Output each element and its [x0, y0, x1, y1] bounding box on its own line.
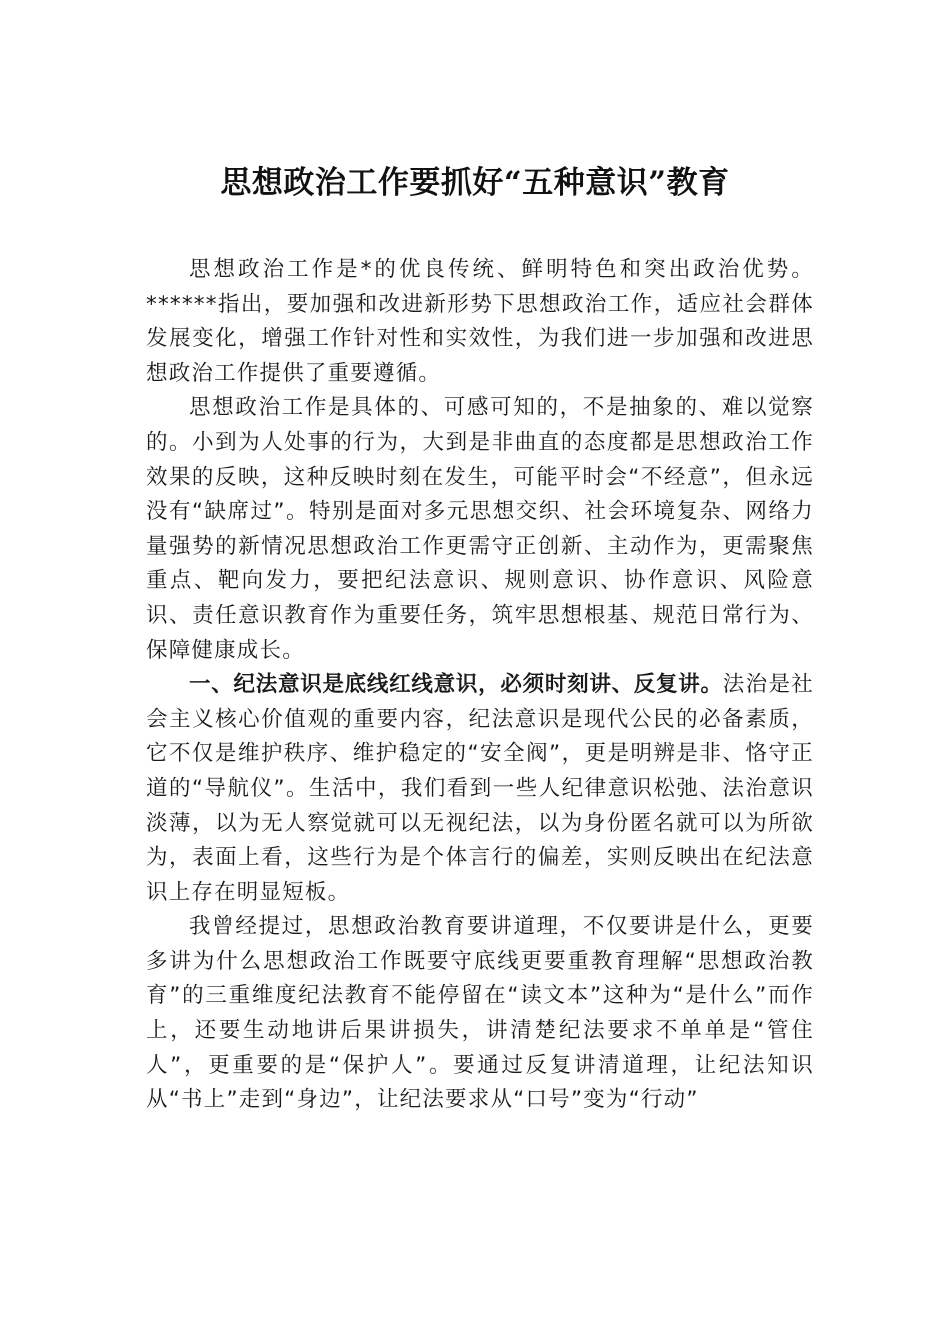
- paragraph-text: 法治是社会主义核心价值观的重要内容，纪法意识是现代公民的必备素质，它不仅是维护秩序、维护稳定的“安全阀”，更是明辨是非、恪守正道的“导航仪”。生活中，我们看到一些人纪律意识松弛、法治意识淡薄，以为无人察觉就可以无视纪法，以为身份匿名就可以为所欲为，表面上看，这些行为是个体言行的偏差，实则反映出在纪法意识上存在明显短板。: [146, 672, 814, 905]
- document-body: [146, 253, 814, 1118]
- paragraph-text: 思想政治工作是*的优良传统、鲜明特色和突出政治优势。******指出，要加强和改进新形势下思想政治工作，适应社会群体发展变化，增强工作针对性和实效性，为我们进一步加强和改进思想政治工作提供了重要遵循。: [146, 257, 814, 386]
- paragraph-4: [146, 910, 814, 1118]
- paragraph-text: 思想政治工作是具体的、可感可知的，不是抽象的、难以觉察的。小到为人处事的行为，大到是非曲直的态度都是思想政治工作效果的反映，这种反映时刻在发生，可能平时会“不经意”，但永远没有“缺席过”。特别是面对多元思想交织、社会环境复杂、网络力量强势的新情况思想政治工作更需守正创新、主动作为，更需聚焦重点、靶向发力，要把纪法意识、规则意识、协作意识、风险意识、责任意识教育作为重要任务，筑牢思想根基、规范日常行为、保障健康成长。: [146, 395, 814, 663]
- document-title: 思想政治工作要抓好“五种意识”教育: [220, 165, 730, 201]
- paragraph-1: [146, 253, 814, 391]
- paragraph-3: [146, 668, 814, 910]
- paragraph-text: 我曾经提过，思想政治教育要讲道理，不仅要讲是什么，更要多讲为什么思想政治工作既要守底线更要重教育理解“思想政治教育”的三重维度纪法教育不能停留在“读文本”这种为“是什么”而作上，还要生动地讲后果讲损失，讲清楚纪法要求不单单是“管住人”，更重要的是“保护人”。要通过反复讲清道理，让纪法知识从“书上”走到“身边”，让纪法要求从“口号”变为“行动”: [146, 914, 814, 1113]
- section-heading: 一、纪法意识是底线红线意识，必须时刻讲、反复讲。: [189, 672, 723, 698]
- paragraph-2: [146, 391, 814, 668]
